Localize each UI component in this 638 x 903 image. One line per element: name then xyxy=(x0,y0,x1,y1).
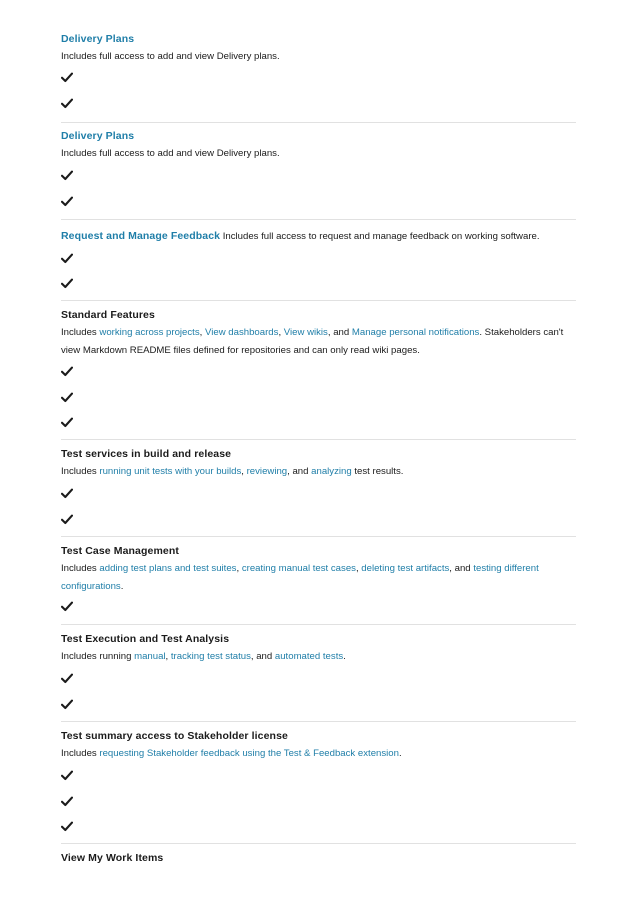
divider xyxy=(61,300,576,301)
section-title: Test summary access to Stakeholder license xyxy=(61,730,288,742)
section-title: Test Execution and Test Analysis xyxy=(61,633,230,645)
section-title: Standard Features xyxy=(61,309,155,321)
section-description: Includes running unit tests with your builds, reviewing, and analyzing test results. xyxy=(61,466,404,477)
checkmark-icon xyxy=(61,770,73,781)
section-title: Test services in build and release xyxy=(61,448,232,460)
checkmark-icon xyxy=(61,392,73,403)
divider xyxy=(61,536,576,537)
section-description: Includes working across projects, View dashboards, View wikis, and Manage personal notifications. Stakeholders can't view Markdown README files defined for repositories and can only read wiki pages. xyxy=(61,327,564,356)
section-description: Includes full access to request and manage feedback on working software. xyxy=(220,231,540,242)
checkmark-icon xyxy=(61,821,73,832)
link-requesting-stakeholder-feedback[interactable]: requesting Stakeholder feedback using the Test & Feedback extension xyxy=(99,748,399,759)
checkmark-icon xyxy=(61,196,73,207)
divider xyxy=(61,624,576,625)
link-manual[interactable]: manual xyxy=(134,651,166,662)
section-description: Includes adding test plans and test suites, creating manual test cases, deleting test artifacts, and testing different configurations. xyxy=(61,563,539,592)
divider xyxy=(61,721,576,722)
checkmark-icon xyxy=(61,98,73,109)
link-manage-notifications[interactable]: Manage personal notifications xyxy=(351,327,480,338)
link-automated-tests[interactable]: automated tests xyxy=(274,651,344,662)
link-deleting-test-artifacts[interactable]: deleting test artifacts xyxy=(361,563,450,574)
checkmark-icon xyxy=(61,601,73,612)
link-testing-configurations[interactable]: testing different configurations xyxy=(61,563,539,592)
checkmark-icon xyxy=(61,514,73,525)
checkmark-icon xyxy=(61,796,73,807)
link-analyzing[interactable]: analyzing xyxy=(311,466,352,477)
divider xyxy=(61,439,576,440)
section-standard-features xyxy=(61,309,576,360)
section-request-feedback xyxy=(61,228,576,246)
checkmark-icon xyxy=(61,366,73,377)
section-title-link[interactable]: Request and Manage Feedback xyxy=(61,230,221,242)
link-running-unit-tests[interactable]: running unit tests with your builds xyxy=(99,466,242,477)
section-title-link[interactable]: Delivery Plans xyxy=(61,130,135,142)
section-delivery-plans xyxy=(61,33,576,66)
link-adding-test-plans[interactable]: adding test plans and test suites xyxy=(99,563,237,574)
checkmark-icon xyxy=(61,673,73,684)
link-working-across-projects[interactable]: working across projects xyxy=(99,327,200,338)
checkmark-icon xyxy=(61,278,73,289)
section-description: Includes running manual, tracking test status, and automated tests. xyxy=(61,651,346,662)
divider xyxy=(61,843,576,844)
link-tracking-test-status[interactable]: tracking test status xyxy=(170,651,251,662)
section-title: View My Work Items xyxy=(61,852,164,864)
link-reviewing[interactable]: reviewing xyxy=(246,466,288,477)
section-title: Test Case Management xyxy=(61,545,179,557)
link-creating-manual-test-cases[interactable]: creating manual test cases xyxy=(241,563,356,574)
section-test-services xyxy=(61,448,576,481)
section-test-summary-access xyxy=(61,730,576,763)
section-test-case-management xyxy=(61,545,576,596)
link-view-dashboards[interactable]: View dashboards xyxy=(205,327,279,338)
divider xyxy=(61,122,576,123)
section-delivery-plans xyxy=(61,130,576,163)
checkmark-icon xyxy=(61,170,73,181)
divider xyxy=(61,219,576,220)
section-description: Includes full access to add and view Delivery plans. xyxy=(61,148,280,159)
section-test-execution xyxy=(61,633,576,666)
link-view-wikis[interactable]: View wikis xyxy=(283,327,328,338)
section-description: Includes full access to add and view Delivery plans. xyxy=(61,51,280,62)
checkmark-icon xyxy=(61,417,73,428)
section-description: Includes requesting Stakeholder feedback using the Test & Feedback extension. xyxy=(61,748,402,759)
checkmark-icon xyxy=(61,488,73,499)
checkmark-icon xyxy=(61,72,73,83)
section-view-my-work-items xyxy=(61,852,576,865)
checkmark-icon xyxy=(61,699,73,710)
checkmark-icon xyxy=(61,253,73,264)
section-title-link[interactable]: Delivery Plans xyxy=(61,33,135,45)
